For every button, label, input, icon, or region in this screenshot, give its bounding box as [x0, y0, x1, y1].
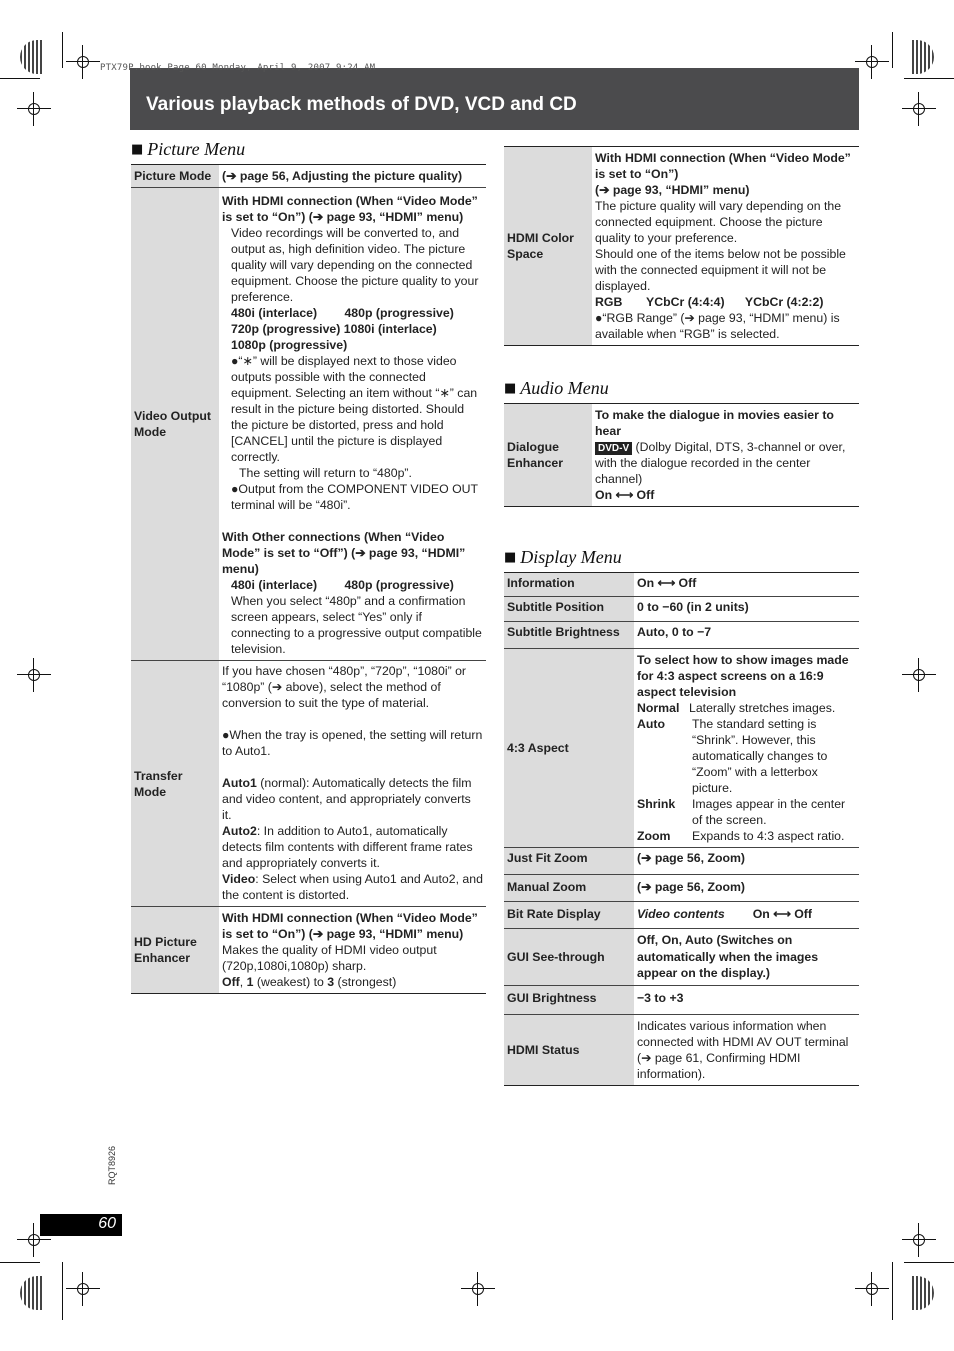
definition: [222, 871, 483, 903]
table-row: [504, 597, 859, 622]
definition-text: : Select when using Auto1 and Auto2, and the content is distorted.: [222, 872, 483, 902]
crop-mark: [0, 1262, 40, 1263]
crop-mark: [892, 1262, 893, 1320]
print-slug: PTX79P.book Page 60 Monday, April 9, 2007 9:24 AM: [100, 63, 376, 73]
hdmi-color-table: [504, 146, 859, 346]
description: DVD-V (Dolby Digital, DTS, 3-channel or over, with the dialogue recorded in the center channel): [595, 440, 846, 486]
note: ●“∗” will be displayed next to those video outputs possible with the connected equipment. Selecting an item without “∗” can result in the picture being distorted. Should the picture be distorted, press and hold [CANCEL] until the picture is displayed correctly.: [231, 354, 478, 464]
registration-mark: [912, 40, 934, 74]
definition: [222, 823, 483, 871]
row-key: HDMI Status: [504, 1014, 634, 1085]
definition-text: : In addition to Auto1, automatically detects film contents with different frame rates and appropriately converts it.: [222, 824, 473, 870]
table-row: [504, 929, 859, 986]
row-value: [592, 404, 859, 507]
row-value: (➔ page 56, Zoom): [634, 848, 859, 875]
row-key: Video Output Mode: [131, 188, 219, 661]
dvd-v-badge: DVD-V: [595, 442, 632, 455]
table-row: [504, 985, 859, 1014]
crosshair-mark: [25, 666, 43, 684]
row-key: 4:3 Aspect: [504, 649, 634, 848]
note: The setting will return to “480p”.: [239, 466, 412, 480]
description: If you have chosen “480p”, “720p”, “1080i” or “1080p” (➔ above), select the method of conversion to suit the type of material.: [222, 664, 467, 710]
picture-menu-table: [131, 164, 486, 994]
row-value: −3 to +3: [634, 985, 859, 1014]
table-row: [131, 661, 486, 907]
label: Video contents: [637, 907, 725, 921]
table-row: [504, 147, 859, 346]
picture-menu-heading: ■ Picture Menu: [131, 139, 246, 159]
table-row: [504, 404, 859, 507]
row-key: GUI Brightness: [504, 985, 634, 1014]
term: Video: [222, 872, 256, 886]
reference: (➔ page 93, “HDMI” menu): [595, 183, 750, 197]
description: Should one of the items below not be possible with the connected equipment it will not be displayed.: [595, 247, 846, 293]
row-value: [219, 907, 486, 994]
heading: To make the dialogue in movies easier to hear: [595, 408, 834, 438]
row-key: Picture Mode: [131, 165, 219, 188]
row-value: On ⟷ Off: [634, 573, 859, 597]
options: 1080p (progressive): [231, 338, 348, 352]
registration-mark: [912, 1276, 934, 1310]
row-value: [219, 661, 486, 907]
other-heading: With Other connections (When “Video Mode” is set to “Off”) (➔ page 93, “HDMI” menu): [222, 530, 466, 576]
options: 480i (interlace) 480p (progressive): [231, 578, 454, 592]
row-key: HD Picture Enhancer: [131, 907, 219, 994]
row-value: [592, 147, 859, 346]
table-row: [131, 188, 486, 661]
term: Auto1: [222, 776, 257, 790]
note: ●Output from the COMPONENT VIDEO OUT terminal will be “480i”.: [231, 482, 478, 512]
row-value: [634, 649, 859, 848]
table-row: [504, 902, 859, 929]
definition: Zoom Expands to 4:3 aspect ratio.: [637, 829, 845, 843]
table-row: [504, 1014, 859, 1085]
table-row: [131, 907, 486, 994]
crosshair-mark: [863, 1280, 881, 1298]
options: On ⟷ Off: [595, 488, 655, 502]
crop-mark: [904, 1262, 954, 1263]
options: 480i (interlace) 480p (progressive): [231, 306, 454, 320]
crosshair-mark: [469, 1280, 487, 1298]
options: RGB YCbCr (4:4:4) YCbCr (4:2:2): [595, 295, 824, 309]
table-row: [504, 875, 859, 902]
description: The picture quality will vary depending on the connected equipment. Choose the picture quality to your preference.: [595, 199, 842, 245]
audio-menu-table: [504, 403, 859, 507]
row-key: Subtitle Position: [504, 597, 634, 622]
registration-mark: [20, 1276, 42, 1310]
row-value: [219, 188, 486, 661]
page-number: 60: [98, 1215, 116, 1232]
crop-mark: [62, 1262, 63, 1320]
table-row: [131, 165, 486, 188]
definition-text: (normal): Automatically detects the film and video content, and appropriately converts it.: [222, 776, 472, 822]
row-key: Just Fit Zoom: [504, 848, 634, 875]
description: When you select “480p” and a confirmation screen appears, select “Yes” only if connecting to a progressive output compatible television.: [231, 594, 482, 656]
term: Auto2: [222, 824, 257, 838]
definition: [222, 775, 483, 823]
hdmi-heading: With HDMI connection (When “Video Mode” is set to “On”) (➔ page 93, “HDMI” menu): [222, 911, 478, 941]
crosshair-mark: [910, 666, 928, 684]
note: ●When the tray is opened, the setting will return to Auto1.: [222, 728, 483, 758]
display-menu-table: [504, 572, 859, 1086]
row-value: Off, On, Auto (Switches on automatically when the images appear on the display.): [634, 929, 859, 986]
row-key: Dialogue Enhancer: [504, 404, 592, 507]
definition: Normal Laterally stretches images.: [637, 701, 836, 715]
row-key: Subtitle Brightness: [504, 622, 634, 649]
crosshair-mark: [74, 1280, 92, 1298]
table-row: [504, 848, 859, 875]
description: Makes the quality of HDMI video output (720p,1080i,1080p) sharp.: [222, 943, 437, 973]
options: On ⟷ Off: [752, 907, 812, 921]
table-row: [504, 622, 859, 649]
crosshair-mark: [74, 53, 92, 71]
row-key: Information: [504, 573, 634, 597]
row-value: 0 to −60 (in 2 units): [634, 597, 859, 622]
row-key: Manual Zoom: [504, 875, 634, 902]
display-menu-heading: ■ Display Menu: [504, 547, 622, 567]
crosshair-mark: [25, 100, 43, 118]
crosshair-mark: [910, 1231, 928, 1249]
options: Off, 1 (weakest) to 3 (strongest): [222, 975, 397, 989]
definition: Auto The standard setting is “Shrink”. However, this automatically changes to “Zoom” with a letterbox picture.: [637, 717, 828, 795]
crosshair-mark: [910, 100, 928, 118]
registration-mark: [20, 40, 42, 74]
definition: Shrink Images appear in the center of the screen.: [637, 797, 846, 827]
page-number-bar: [40, 1214, 122, 1236]
crop-mark: [62, 32, 63, 68]
page-title: Various playback methods of DVD, VCD and CD: [146, 94, 577, 115]
crop-mark: [904, 78, 954, 79]
document-code: RQT8926: [107, 1145, 117, 1185]
row-value: [634, 902, 859, 929]
row-key: GUI See-through: [504, 929, 634, 986]
row-value: Indicates various information when connected with HDMI AV OUT terminal (➔ page 61, Confirming HDMI information).: [634, 1014, 859, 1085]
crop-mark: [892, 32, 893, 68]
crosshair-mark: [863, 53, 881, 71]
description: Video recordings will be converted to, and output as, high definition video. The picture quality will vary depending on the connected equipment. Choose the picture quality to your preference.: [231, 226, 479, 304]
hdmi-heading: With HDMI connection (When “Video Mode” is set to “On”) (➔ page 93, “HDMI” menu): [222, 194, 478, 224]
note: ●“RGB Range” (➔ page 93, “HDMI” menu) is available when “RGB” is selected.: [595, 311, 840, 341]
row-key: Bit Rate Display: [504, 902, 634, 929]
table-row: [504, 649, 859, 848]
heading: To select how to show images made for 4:3 aspect screens on a 16:9 aspect television: [637, 653, 849, 699]
table-row: [504, 573, 859, 597]
row-value: Auto, 0 to −7: [634, 622, 859, 649]
row-value: (➔ page 56, Zoom): [634, 875, 859, 902]
crop-mark: [0, 78, 40, 79]
row-key: Transfer Mode: [131, 661, 219, 907]
row-key: HDMI Color Space: [504, 147, 592, 346]
audio-menu-heading: ■ Audio Menu: [504, 378, 609, 398]
options: 720p (progressive) 1080i (interlace): [231, 322, 437, 336]
hdmi-heading: With HDMI connection (When “Video Mode” is set to “On”): [595, 151, 851, 181]
row-value: (➔ page 56, Adjusting the picture quality): [219, 165, 486, 188]
